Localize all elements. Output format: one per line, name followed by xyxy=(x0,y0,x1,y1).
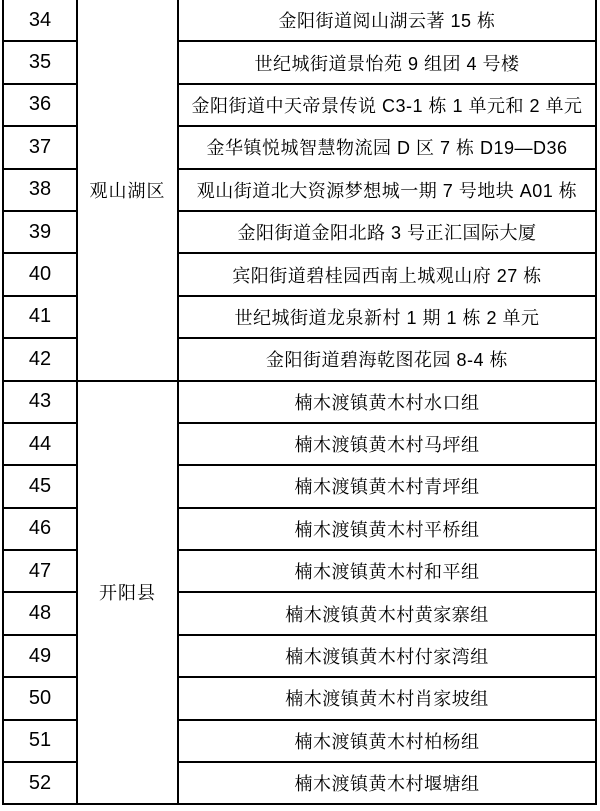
serial-number-cell: 34 xyxy=(3,0,77,41)
serial-number-cell: 36 xyxy=(3,84,77,126)
serial-number-cell: 47 xyxy=(3,550,77,592)
serial-number-cell: 48 xyxy=(3,592,77,634)
serial-number-cell: 38 xyxy=(3,169,77,211)
serial-number-cell: 51 xyxy=(3,720,77,762)
address-cell: 金阳街道碧海乾图花园 8-4 栋 xyxy=(178,338,596,380)
serial-number-cell: 35 xyxy=(3,41,77,83)
address-cell: 楠木渡镇黄木村黄家寨组 xyxy=(178,592,596,634)
table-row xyxy=(3,0,596,41)
serial-number-cell: 52 xyxy=(3,762,77,804)
address-cell: 宾阳街道碧桂园西南上城观山府 27 栋 xyxy=(178,253,596,295)
address-cell: 楠木渡镇黄木村和平组 xyxy=(178,550,596,592)
address-cell: 楠木渡镇黄木村肖家坡组 xyxy=(178,677,596,719)
address-cell: 楠木渡镇黄木村平桥组 xyxy=(178,508,596,550)
address-cell: 金华镇悦城智慧物流园 D 区 7 栋 D19—D36 xyxy=(178,126,596,168)
table-row xyxy=(3,381,596,423)
address-cell: 金阳街道金阳北路 3 号正汇国际大厦 xyxy=(178,211,596,253)
address-cell: 金阳街道阅山湖云著 15 栋 xyxy=(178,0,596,41)
serial-number-cell: 37 xyxy=(3,126,77,168)
address-cell: 楠木渡镇黄木村堰塘组 xyxy=(178,762,596,804)
serial-number-cell: 40 xyxy=(3,253,77,295)
address-cell: 楠木渡镇黄木村柏杨组 xyxy=(178,720,596,762)
serial-number-cell: 44 xyxy=(3,423,77,465)
serial-number-cell: 50 xyxy=(3,677,77,719)
district-cell-kaiyang: 开阳县 xyxy=(77,381,178,805)
serial-number-cell: 43 xyxy=(3,381,77,423)
serial-number-cell: 45 xyxy=(3,465,77,507)
address-cell: 楠木渡镇黄木村水口组 xyxy=(178,381,596,423)
address-cell: 观山街道北大资源梦想城一期 7 号地块 A01 栋 xyxy=(178,169,596,211)
address-cell: 世纪城街道龙泉新村 1 期 1 栋 2 单元 xyxy=(178,296,596,338)
serial-number-cell: 39 xyxy=(3,211,77,253)
serial-number-cell: 42 xyxy=(3,338,77,380)
address-cell: 楠木渡镇黄木村青坪组 xyxy=(178,465,596,507)
address-cell: 楠木渡镇黄木村马坪组 xyxy=(178,423,596,465)
serial-number-cell: 41 xyxy=(3,296,77,338)
serial-number-cell: 46 xyxy=(3,508,77,550)
address-cell: 世纪城街道景怡苑 9 组团 4 号楼 xyxy=(178,41,596,83)
address-cell: 金阳街道中天帝景传说 C3-1 栋 1 单元和 2 单元 xyxy=(178,84,596,126)
serial-number-cell: 49 xyxy=(3,635,77,677)
locations-table xyxy=(2,0,597,805)
address-cell: 楠木渡镇黄木村付家湾组 xyxy=(178,635,596,677)
district-cell-guanshanhu: 观山湖区 xyxy=(77,0,178,381)
